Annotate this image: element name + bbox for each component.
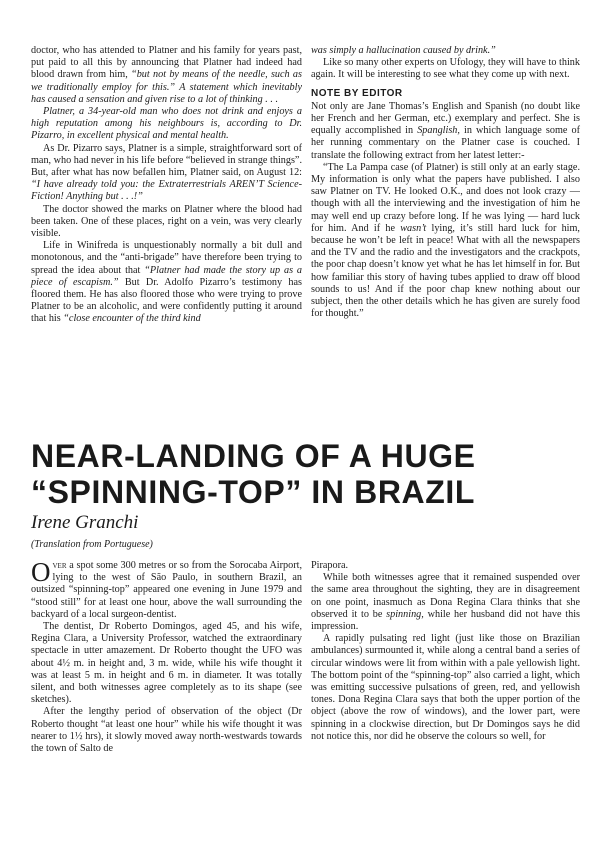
italic-word: Spanglish, bbox=[417, 125, 460, 137]
text: while her husband did not have this impression. bbox=[311, 608, 580, 633]
text: But Dr. Adolfo Pizarro’s testimony has floored them. He has also floored those who were trying to prove Platner to be an alcoholic, and were confidently putting it around that his bbox=[31, 276, 302, 325]
paragraph: Like so many other experts on Ufology, they will have to think again. It will be interesting to see what they come up with next. bbox=[311, 57, 580, 81]
bottom-right-column bbox=[311, 560, 580, 743]
paragraph bbox=[31, 45, 302, 106]
italic-quote: “I have already told you: the Extraterrestrials AREN’T Science-Fiction! Anything but . . .!” bbox=[31, 179, 302, 203]
text: a spot some 300 metres or so from the Sorocaba Airport, lying to the west of São Paulo, in southern Brazil, an outsized “spinning-top” appeared one evening in June 1979 and “stood still” for at least one hour, above the wall surrounding the backyard of a local surgeon-dentist. bbox=[31, 560, 302, 620]
italic-word: spinning, bbox=[386, 608, 424, 620]
paragraph bbox=[311, 101, 580, 162]
paragraph bbox=[31, 240, 302, 325]
text: lying, it’s still hard luck for him, because he won’t be left in peace! What with all the newspapers and the TV and the radio and the investigators and the crackpots, the poor chap doesn’t know yet what he has let himself in for. But how familiar this story of having tubes applied to draw off blood sounds to us! And if the poor chap knew nothing about our subject, then the other details which he has given are surely food for thought.” bbox=[311, 222, 580, 320]
paragraph bbox=[31, 143, 302, 204]
top-left-column bbox=[31, 45, 302, 326]
italic-quote: “but not by means of the needle, such as we traditionally employ for this.” A statement which inevitably has caused a sensation and given rise to a lot of thinking . . . bbox=[31, 69, 302, 105]
italic-quote: “close encounter of the third kind bbox=[63, 313, 201, 325]
paragraph bbox=[311, 572, 580, 633]
article-headline bbox=[31, 438, 581, 510]
small-caps-text: ver bbox=[52, 560, 67, 571]
paragraph bbox=[311, 162, 580, 321]
text: Not only are Jane Thomas’s English and Spanish (no doubt like her French and her German, etc.) exemplary and perfect. She is equally accomplished in bbox=[311, 100, 580, 137]
italic-quote: “Platner had made the story up as a piece of escapism.” bbox=[31, 264, 302, 288]
headline-line: NEAR-LANDING OF A HUGE bbox=[31, 438, 476, 474]
paragraph bbox=[31, 557, 302, 621]
translation-note: (Translation from Portuguese) bbox=[31, 539, 153, 550]
editor-note-heading: NOTE BY EDITOR bbox=[311, 87, 403, 99]
text: in which language some of her running commentary on the Platner case is couched. I translate the following extract from her latest letter:- bbox=[311, 125, 580, 161]
paragraph: was simply a hallucination caused by drink.” bbox=[311, 45, 496, 56]
author-byline: Irene Granchi bbox=[31, 512, 139, 533]
paragraph: After the lengthy period of observation of the object (Dr Roberto thought “at least one hour” while his wife thought it was nearer to 1½ hrs), it slowly moved away north-westwards towards the town of Salto de bbox=[31, 706, 302, 755]
headline-line: “SPINNING-TOP” IN BRAZIL bbox=[31, 474, 476, 510]
drop-cap: O bbox=[31, 557, 51, 587]
paragraph: A rapidly pulsating red light (just like those on Brazilian ambulances) surmounted it, while along a central band a series of circular windows were lit from within with a pale yellowish light. The bottom point of the “spinning-top” also carried a light, which was emitting successive pulsations of green, red, and yellowish tones. Dona Regina Clara says that both the upper portion of the object (above the row of windows), and the lower part, were spinning in a clockwise direction, but Dr Domingos says he did not notice this, nor did he observe the colours so well, for bbox=[311, 633, 580, 742]
paragraph: The doctor showed the marks on Platner where the blood had been taken. One of these places, right on a vein, was very clearly visible. bbox=[31, 203, 302, 240]
italic-word: wasn’t bbox=[400, 222, 427, 234]
paragraph: The dentist, Dr Roberto Domingos, aged 45, and his wife, Regina Clara, a University Professor, watched the extraordinary spectacle in utter amazement. Dr Roberto thought the UFO was about 4½ m. in height and, 3 m. wide, while his wife thought it was at least 5 m. in height and 6 m. in diameter. It was totally silent, and both witnesses agree completely as to its shape (see sketches). bbox=[31, 621, 302, 706]
bottom-left-column bbox=[31, 557, 302, 755]
paragraph: Pirapora. bbox=[311, 560, 349, 571]
top-right-column bbox=[311, 45, 580, 320]
text: “The La Pampa case (of Platner) is still only at an early stage. My information is only what the papers have published. I also saw Platner on TV. He looked O.K., and does not look crazy — though with all the interviewing and the investigation of him he may well end up crazy before long. If he was lying — hard luck for him. And if he bbox=[311, 161, 580, 234]
text: As Dr. Pizarro says, Platner is a simple, straightforward sort of man, who had never in his life before “believed in strange things”. But, after what has now befallen him, Platner said, on August 12: bbox=[31, 142, 302, 179]
text: doctor, who has attended to Platner and his family for years past, put paid to all this by announcing that Platner had indeed had blood drawn from him, bbox=[31, 45, 302, 81]
text: While both witnesses agree that it remained suspended over the same area throughout the sighting, they are in disagreement on one point, inasmuch as Dona Regina Clara thinks that she observed it to be bbox=[311, 572, 580, 620]
text: Life in Winifreda is unquestionably normally a bit dull and monotonous, and the “anti-brigade” have therefore been trying to spread the idea about that bbox=[31, 240, 302, 276]
paragraph: Platner, a 34-year-old man who does not drink and enjoys a high reputation among his neighbours is, according to Dr. Pizarro, in excellent physical and mental health. bbox=[31, 106, 302, 142]
